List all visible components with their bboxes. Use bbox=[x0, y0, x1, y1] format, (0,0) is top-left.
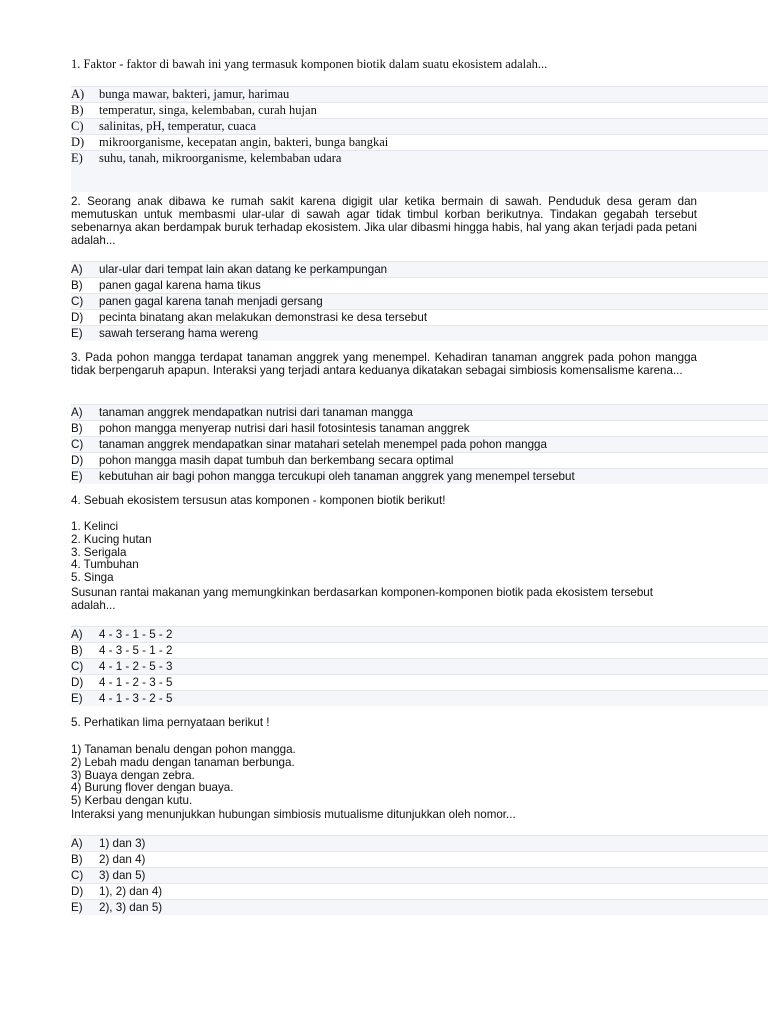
question-5-prompt: Interaksi yang menunjukkan hubungan simbiosis mutualisme ditunjukkan oleh nomor... bbox=[71, 808, 516, 821]
question-5-list bbox=[71, 744, 697, 808]
option-b[interactable]: B) temperatur, singa, kelembaban, curah hujan bbox=[71, 102, 768, 118]
option-e[interactable]: E) 4 - 1 - 3 - 2 - 5 bbox=[71, 690, 768, 706]
question-2-text: 2. Seorang anak dibawa ke rumah sakit karena digigit ular ketika bermain di sawah. Penduduk desa geram dan memutuskan untuk membasmi ular-ular di sawah agar tidak timbul korban berikutnya. Tindakan gegabah tersebut sebenarnya akan berdampak buruk terhadap ekosistem. Jika ular dibasmi hingga habis, hal yang akan terjadi pada petani adalah... bbox=[71, 195, 697, 247]
option-e[interactable]: E) sawah terserang hama wereng bbox=[71, 325, 768, 341]
option-e[interactable]: E) suhu, tanah, mikroorganisme, kelembaban udara bbox=[71, 150, 768, 166]
option-b[interactable]: B) pohon mangga menyerap nutrisi dari hasil fotosintesis tanaman anggrek bbox=[71, 420, 768, 436]
question-1-options bbox=[71, 86, 768, 192]
list-item: 5) Kerbau dengan kutu. bbox=[71, 794, 193, 808]
question-4-prompt: Susunan rantai makanan yang memungkinkan berdasarkan komponen-komponen biotik pada ekosistem tersebut adalah... bbox=[71, 586, 653, 612]
option-b[interactable]: B) panen gagal karena hama tikus bbox=[71, 277, 768, 293]
option-c[interactable]: C) 4 - 1 - 2 - 5 - 3 bbox=[71, 658, 768, 674]
list-item: 1) Tanaman benalu dengan pohon mangga. bbox=[71, 743, 296, 756]
list-item: 1. Kelinci bbox=[71, 520, 119, 533]
option-d[interactable]: D) pecinta binatang akan melakukan demonstrasi ke desa tersebut bbox=[71, 309, 768, 325]
list-item: 3) Buaya dengan zebra. bbox=[71, 768, 195, 782]
option-d[interactable]: D) pohon mangga masih dapat tumbuh dan berkembang secara optimal bbox=[71, 452, 768, 468]
option-a[interactable]: A) bunga mawar, bakteri, jamur, harimau bbox=[71, 86, 768, 102]
option-c[interactable]: C) 3) dan 5) bbox=[71, 867, 768, 883]
question-3-options bbox=[71, 404, 768, 484]
option-a[interactable]: A) ular-ular dari tempat lain akan datang ke perkampungan bbox=[71, 261, 768, 277]
question-1-text: 1. Faktor - faktor di bawah ini yang termasuk komponen biotik dalam suatu ekosistem adalah... bbox=[71, 57, 548, 71]
question-4-options bbox=[71, 626, 768, 706]
list-item: 4) Burung flover dengan buaya. bbox=[71, 781, 234, 795]
option-c[interactable]: C) salinitas, pH, temperatur, cuaca bbox=[71, 118, 768, 134]
option-d[interactable]: D) 4 - 1 - 2 - 3 - 5 bbox=[71, 674, 768, 690]
option-b[interactable]: B) 4 - 3 - 5 - 1 - 2 bbox=[71, 642, 768, 658]
option-c[interactable]: C) panen gagal karena tanah menjadi gersang bbox=[71, 293, 768, 309]
option-e[interactable]: E) 2), 3) dan 5) bbox=[71, 899, 768, 915]
question-3-text: 3. Pada pohon mangga terdapat tanaman anggrek yang menempel. Kehadiran tanaman anggrek pada pohon mangga tidak berpengaruh apapun. Interaksi yang terjadi antara keduanya dikatakan sebagai simbiosis komensalisme karena... bbox=[71, 351, 697, 377]
option-c[interactable]: C) tanaman anggrek mendapatkan sinar matahari setelah menempel pada pohon mangga bbox=[71, 436, 768, 452]
question-5-text: 5. Perhatikan lima pernyataan berikut ! bbox=[71, 716, 270, 729]
list-item: 5. Singa bbox=[71, 571, 114, 585]
option-a[interactable]: A) 4 - 3 - 1 - 5 - 2 bbox=[71, 626, 768, 642]
question-5-options bbox=[71, 835, 768, 915]
question-2-options bbox=[71, 261, 768, 341]
option-a[interactable]: A) tanaman anggrek mendapatkan nutrisi dari tanaman mangga bbox=[71, 404, 768, 420]
option-d[interactable]: D) 1), 2) dan 4) bbox=[71, 883, 768, 899]
option-a[interactable]: A) 1) dan 3) bbox=[71, 835, 768, 851]
option-e[interactable]: E) kebutuhan air bagi pohon mangga tercukupi oleh tanaman anggrek yang menempel tersebut bbox=[71, 468, 768, 484]
option-spacer bbox=[71, 166, 768, 192]
list-item: 2. Kucing hutan bbox=[71, 532, 152, 546]
list-item: 2) Lebah madu dengan tanaman berbunga. bbox=[71, 755, 295, 769]
list-item: 4. Tumbuhan bbox=[71, 558, 139, 572]
question-4-text: 4. Sebuah ekosistem tersusun atas komponen - komponen biotik berikut! bbox=[71, 494, 446, 507]
list-item: 3. Serigala bbox=[71, 545, 127, 559]
question-4-list bbox=[71, 521, 697, 585]
option-b[interactable]: B) 2) dan 4) bbox=[71, 851, 768, 867]
option-d[interactable]: D) mikroorganisme, kecepatan angin, bakteri, bunga bangkai bbox=[71, 134, 768, 150]
